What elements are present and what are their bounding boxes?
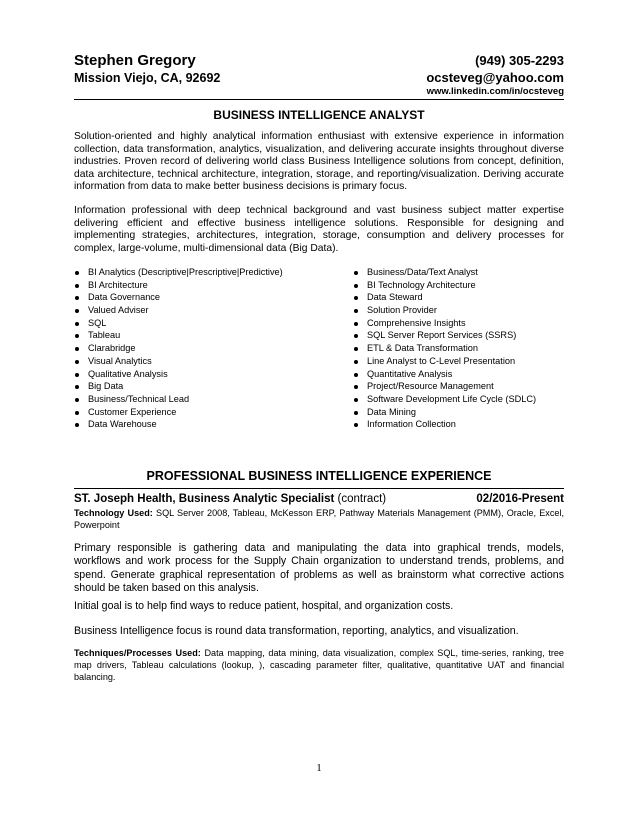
job-dates: 02/2016-Present xyxy=(476,493,564,505)
experience-divider xyxy=(74,488,564,489)
bullet-icon xyxy=(75,373,79,377)
location: Mission Viejo, CA, 92692 xyxy=(74,71,221,85)
phone-number: (949) 305-2293 xyxy=(475,53,564,68)
list-item: Software Development Life Cycle (SDLC) xyxy=(353,393,565,406)
list-item: Qualitative Analysis xyxy=(74,368,344,381)
technology-label: Technology Used: xyxy=(74,508,153,518)
techniques-used xyxy=(74,648,564,683)
header-row-1 xyxy=(74,52,564,69)
candidate-name: Stephen Gregory xyxy=(74,52,196,69)
bullet-icon xyxy=(75,347,79,351)
list-item: Visual Analytics xyxy=(74,355,344,368)
resume-title: BUSINESS INTELLIGENCE ANALYST xyxy=(213,108,425,122)
bullet-icon xyxy=(354,322,358,326)
bullet-icon xyxy=(75,411,79,415)
list-item: Comprehensive Insights xyxy=(353,317,565,330)
list-item: SQL xyxy=(74,317,344,330)
bullet-icon xyxy=(354,334,358,338)
bullet-icon xyxy=(354,360,358,364)
job-paragraph-2: Initial goal is to help find ways to reduce patient, hospital, and organization costs. xyxy=(74,600,454,612)
list-item: Business/Data/Text Analyst xyxy=(353,266,565,279)
skills-list-left xyxy=(74,266,344,431)
bullet-icon xyxy=(354,284,358,288)
list-item: Line Analyst to C-Level Presentation xyxy=(353,355,565,368)
list-item: Data Mining xyxy=(353,406,565,419)
page-number: 1 xyxy=(316,762,322,774)
skills-list-right xyxy=(353,266,565,431)
bullet-icon xyxy=(75,334,79,338)
list-item: Big Data xyxy=(74,380,344,393)
bullet-icon xyxy=(354,398,358,402)
header-divider xyxy=(74,99,564,100)
list-item: Quantitative Analysis xyxy=(353,368,565,381)
bullet-icon xyxy=(354,296,358,300)
bullet-icon xyxy=(75,271,79,275)
bullet-icon xyxy=(75,423,79,427)
bullet-icon xyxy=(354,347,358,351)
bullet-icon xyxy=(354,271,358,275)
list-item: ETL & Data Transformation xyxy=(353,342,565,355)
techniques-label: Techniques/Processes Used: xyxy=(74,648,201,658)
list-item: Project/Resource Management xyxy=(353,380,565,393)
bullet-icon xyxy=(354,309,358,313)
bullet-icon xyxy=(75,385,79,389)
techniques-value: Data mapping, data mining, data visualization, complex SQL, time-series, ranking, tree map drivers, Tableau calculations (lookup, ), cascading parameter filter, qualitative, quantitative UAT and financial balancing. xyxy=(74,648,564,682)
linkedin-link[interactable]: www.linkedin.com/in/ocsteveg xyxy=(426,86,564,97)
list-item: Clarabridge xyxy=(74,342,344,355)
list-item: BI Technology Architecture xyxy=(353,279,565,292)
employment-type: (contract) xyxy=(334,493,387,505)
header-row-2 xyxy=(74,70,564,85)
employer-name: ST. Joseph Health, Business Analytic Specialist xyxy=(74,493,335,505)
list-item: Valued Adviser xyxy=(74,304,344,317)
bullet-icon xyxy=(354,411,358,415)
list-item: Tableau xyxy=(74,329,344,342)
list-item: Data Warehouse xyxy=(74,418,344,431)
list-item: BI Architecture xyxy=(74,279,344,292)
list-item: BI Analytics (Descriptive|Prescriptive|Predictive) xyxy=(74,266,344,279)
bullet-icon xyxy=(75,309,79,313)
bullet-icon xyxy=(75,398,79,402)
bullet-icon xyxy=(354,385,358,389)
summary-paragraph-2: Information professional with deep technical background and vast business subject matter expertise delivering efficient and effective business intelligence solutions. Responsible for designing and implementing strategies, architectures, integration, storage, consumption and delivery processes for complex, large-volume, multi-dimensional data (Big Data). xyxy=(74,205,564,254)
job-title xyxy=(74,493,386,505)
bullet-icon xyxy=(75,360,79,364)
bullet-icon xyxy=(75,296,79,300)
summary-paragraph-1: Solution-oriented and highly analytical information enthusiast with extensive experience in information collection, data transformation, analytics, visualization, and delivering accurate insights throughout diverse industries. Proven record of delivering world class Business Intelligence solutions from concept, definition, data architecture, technical architecture, integration, storage, and reporting/visualization. Deriving accurate information from data to make better business decisions is primary focus. xyxy=(74,131,564,193)
technology-used xyxy=(74,508,564,532)
technology-value: SQL Server 2008, Tableau, McKesson ERP, Pathway Materials Management (PMM), Oracle, Excel, Powerpoint xyxy=(74,508,564,530)
experience-heading: PROFESSIONAL BUSINESS INTELLIGENCE EXPERIENCE xyxy=(146,469,492,483)
list-item: Information Collection xyxy=(353,418,565,431)
bullet-icon xyxy=(354,423,358,427)
list-item: Solution Provider xyxy=(353,304,565,317)
job-paragraph-3: Business Intelligence focus is round data transformation, reporting, analytics, and visualization. xyxy=(74,625,519,637)
list-item: Data Governance xyxy=(74,291,344,304)
list-item: Business/Technical Lead xyxy=(74,393,344,406)
email-link[interactable]: ocsteveg@yahoo.com xyxy=(426,70,564,85)
bullet-icon xyxy=(75,322,79,326)
list-item: Data Steward xyxy=(353,291,565,304)
list-item: Customer Experience xyxy=(74,406,344,419)
job-title-row xyxy=(74,493,564,505)
bullet-icon xyxy=(354,373,358,377)
job-paragraph-1: Primary responsible is gathering data and manipulating the data into graphical trends, models, workflows and work process for the Supply Chain organization to understand trends, problems, and spend. Generate graphical representation of problems as well as brainstorm what corrective actions should be taken based on this analysis. xyxy=(74,542,564,595)
bullet-icon xyxy=(75,284,79,288)
list-item: SQL Server Report Services (SSRS) xyxy=(353,329,565,342)
